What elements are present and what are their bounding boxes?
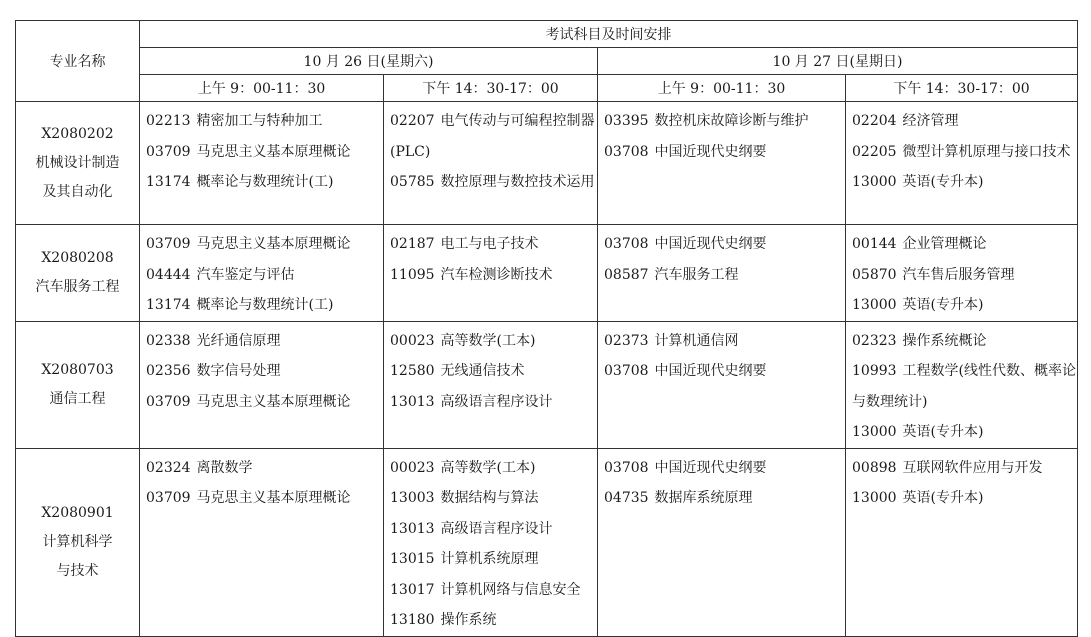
subject-cell-d2-pm [846, 321, 1078, 448]
subject-cell-d2-pm [846, 102, 1078, 225]
subject-item [852, 229, 1077, 260]
subject-cell-d2-pm [846, 448, 1078, 636]
subject-code: 03395 [604, 113, 649, 129]
subject-name: 互联网软件应用与开发 [902, 459, 1043, 476]
subject-item [146, 483, 383, 514]
subject-code: 13000 [852, 490, 897, 506]
subject-item [146, 453, 383, 484]
subject-name: 高等数学(工本) [440, 332, 536, 349]
subject-item [604, 229, 845, 260]
subject-item [146, 106, 383, 137]
major-name-line: 通信工程 [49, 390, 106, 407]
header-row-2 [16, 48, 1078, 75]
subject-item [390, 260, 597, 291]
subject-name: 中国近现代史纲要 [654, 143, 767, 160]
subject-code: 03708 [604, 236, 649, 252]
subject-cell-d2-am [598, 225, 846, 322]
subject-item [146, 387, 383, 418]
subject-cell-d1-am [140, 225, 384, 322]
subject-code: 00023 [390, 332, 435, 349]
header-row-3 [16, 75, 1078, 102]
subject-item [146, 229, 383, 260]
major-cell [16, 321, 140, 448]
subject-code: 03709 [146, 143, 191, 160]
subject-item [390, 544, 597, 575]
schedule-header: 考试科目及时间安排 [140, 21, 1078, 48]
subject-name: 概率论与数理统计(工) [196, 297, 334, 313]
major-cell [16, 102, 140, 225]
subject-item [390, 483, 597, 514]
subject-name: 英语(专升本) [902, 490, 984, 506]
subject-item [146, 290, 383, 321]
subject-cell-d2-pm [846, 225, 1078, 322]
subject-item [852, 483, 1077, 514]
subject-name: 精密加工与特种加工 [196, 113, 323, 129]
day1-header: 10 月 26 日(星期六) [140, 48, 598, 75]
subject-code: 12580 [390, 363, 435, 379]
subject-item [604, 453, 845, 484]
subject-name: 英语(专升本) [902, 424, 984, 440]
major-code: X2080703 [41, 361, 114, 378]
subject-item [146, 137, 383, 168]
subject-name: 汽车售后服务管理 [902, 266, 1015, 283]
subject-item [604, 483, 845, 514]
table-row [16, 102, 1078, 225]
subject-code: 11095 [390, 266, 435, 283]
subject-name: 马克思主义基本原理概论 [196, 143, 351, 160]
subject-code: 03708 [604, 143, 649, 160]
major-name-line: 与技术 [56, 562, 99, 579]
subject-code: 13174 [146, 297, 191, 313]
subject-name: 中国近现代史纲要 [654, 363, 767, 379]
day1-pm-header: 下午 14：30-17：00 [384, 75, 598, 102]
table-row [16, 448, 1078, 636]
subject-code: 13015 [390, 551, 435, 567]
subject-code: 13174 [146, 174, 191, 190]
schedule-body [16, 102, 1078, 637]
subject-name: 企业管理概论 [902, 236, 987, 252]
subject-item [390, 167, 597, 198]
subject-name: 微型计算机原理与接口技术 [902, 143, 1071, 160]
subject-name: 无线通信技术 [440, 363, 525, 379]
major-cell [16, 225, 140, 322]
subject-code: 04735 [604, 490, 649, 506]
subject-name: 数控机床故障诊断与维护 [654, 113, 809, 129]
subject-name: 计算机通信网 [654, 332, 739, 349]
header-row-1 [16, 21, 1078, 48]
subject-item [852, 290, 1077, 321]
major-code: X2080901 [41, 504, 114, 521]
subject-cell-d2-am [598, 448, 846, 636]
subject-item [146, 356, 383, 387]
subject-code: 00898 [852, 459, 897, 476]
subject-name: 操作系统 [440, 612, 497, 628]
subject-name: 概率论与数理统计(工) [196, 174, 334, 190]
subject-code: 13000 [852, 174, 897, 190]
subject-name: 光纤通信原理 [196, 332, 281, 349]
major-cell [16, 448, 140, 636]
subject-item [852, 453, 1077, 484]
subject-name: 数据结构与算法 [440, 490, 539, 506]
subject-code: 02187 [390, 236, 435, 252]
subject-code: 02356 [146, 363, 191, 379]
subject-cell-d1-pm [384, 448, 598, 636]
subject-code: 02213 [146, 113, 191, 129]
major-name-line: 计算机科学 [42, 533, 113, 550]
subject-name: 汽车鉴定与评估 [196, 266, 295, 283]
subject-code: 13003 [390, 490, 435, 506]
subject-name: 经济管理 [902, 113, 959, 129]
subject-item [604, 260, 845, 291]
subject-code: 00144 [852, 236, 897, 252]
subject-name: 电工与电子技术 [440, 236, 539, 252]
major-name-line: 汽车服务工程 [35, 278, 120, 295]
subject-code: 03708 [604, 363, 649, 379]
day1-am-header: 上午 9：00-11：30 [140, 75, 384, 102]
subject-code: 13013 [390, 393, 435, 410]
subject-code: 03709 [146, 236, 191, 252]
subject-code: 13000 [852, 424, 897, 440]
subject-cell-d2-am [598, 102, 846, 225]
subject-code: 08587 [604, 266, 649, 283]
subject-name: 马克思主义基本原理概论 [196, 236, 351, 252]
subject-item [390, 453, 597, 484]
exam-schedule-table [15, 20, 1078, 637]
subject-code: 04444 [146, 266, 191, 283]
subject-code: 13000 [852, 297, 897, 313]
subject-item [146, 260, 383, 291]
major-header: 专业名称 [16, 21, 140, 102]
table-row [16, 321, 1078, 448]
subject-name: 计算机网络与信息安全 [440, 581, 581, 598]
subject-item [604, 356, 845, 387]
subject-item [852, 260, 1077, 291]
subject-code: 02338 [146, 332, 191, 349]
subject-code: 05870 [852, 266, 897, 283]
major-code: X2080208 [41, 249, 114, 266]
subject-item [390, 229, 597, 260]
subject-item [604, 106, 845, 137]
subject-item [390, 106, 597, 167]
major-name-line: 机械设计制造 [35, 154, 120, 171]
subject-item [852, 167, 1077, 198]
subject-name: 电气传动与可编程控制器(PLC) [390, 113, 595, 160]
subject-item [604, 326, 845, 357]
subject-item [390, 356, 597, 387]
subject-name: 中国近现代史纲要 [654, 236, 767, 252]
subject-code: 13180 [390, 612, 435, 628]
subject-cell-d1-am [140, 102, 384, 225]
subject-name: 英语(专升本) [902, 174, 984, 190]
subject-name: 工程数学(线性代数、概率论与数理统计) [852, 363, 1077, 410]
subject-name: 高级语言程序设计 [440, 393, 553, 410]
subject-name: 中国近现代史纲要 [654, 459, 767, 476]
subject-item [852, 356, 1077, 417]
subject-cell-d1-pm [384, 225, 598, 322]
subject-item [146, 326, 383, 357]
subject-code: 00023 [390, 459, 435, 476]
subject-code: 03708 [604, 459, 649, 476]
subject-cell-d1-am [140, 321, 384, 448]
subject-item [390, 326, 597, 357]
subject-name: 马克思主义基本原理概论 [196, 490, 351, 506]
subject-cell-d1-am [140, 448, 384, 636]
subject-code: 10993 [852, 363, 897, 379]
subject-item [852, 417, 1077, 448]
subject-item [604, 137, 845, 168]
subject-name: 数控原理与数控技术运用 [440, 174, 595, 190]
subject-name: 汽车服务工程 [654, 266, 739, 283]
subject-item [390, 387, 597, 418]
subject-name: 马克思主义基本原理概论 [196, 393, 351, 410]
subject-code: 13013 [390, 520, 435, 537]
subject-code: 02323 [852, 332, 897, 349]
subject-code: 02205 [852, 143, 897, 160]
subject-code: 13017 [390, 581, 435, 598]
subject-item [390, 514, 597, 545]
subject-cell-d1-pm [384, 321, 598, 448]
major-name-line: 及其自动化 [42, 183, 113, 200]
subject-name: 数字信号处理 [196, 363, 281, 379]
subject-name: 离散数学 [196, 459, 253, 476]
subject-code: 03709 [146, 393, 191, 410]
major-code: X2080202 [41, 125, 114, 142]
subject-item [852, 106, 1077, 137]
subject-item [390, 605, 597, 636]
subject-name: 计算机系统原理 [440, 551, 539, 567]
subject-code: 05785 [390, 174, 435, 190]
subject-code: 02373 [604, 332, 649, 349]
subject-code: 02324 [146, 459, 191, 476]
subject-cell-d2-am [598, 321, 846, 448]
subject-name: 数据库系统原理 [654, 490, 753, 506]
subject-name: 英语(专升本) [902, 297, 984, 313]
subject-name: 高级语言程序设计 [440, 520, 553, 537]
subject-code: 02207 [390, 113, 435, 129]
day2-header: 10 月 27 日(星期日) [598, 48, 1078, 75]
subject-name: 操作系统概论 [902, 332, 987, 349]
table-row [16, 225, 1078, 322]
subject-name: 汽车检测诊断技术 [440, 266, 553, 283]
day2-am-header: 上午 9：00-11：30 [598, 75, 846, 102]
subject-name: 高等数学(工本) [440, 459, 536, 476]
subject-code: 02204 [852, 113, 897, 129]
day2-pm-header: 下午 14：30-17：00 [846, 75, 1078, 102]
subject-item [146, 167, 383, 198]
subject-item [852, 326, 1077, 357]
subject-code: 03709 [146, 490, 191, 506]
subject-cell-d1-pm [384, 102, 598, 225]
subject-item [390, 575, 597, 606]
subject-item [852, 137, 1077, 168]
